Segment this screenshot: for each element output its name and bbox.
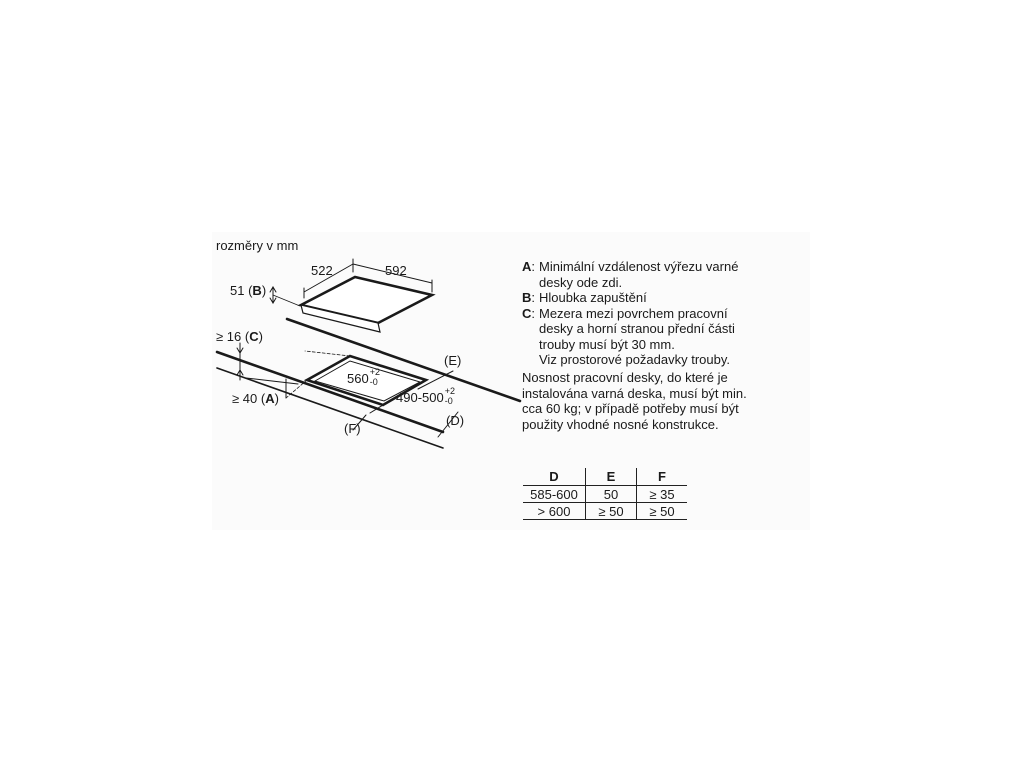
legend-item-a <box>522 259 822 290</box>
table-cell: > 600 <box>523 503 586 520</box>
dim-c-label: ≥ 16 (C) <box>216 329 263 344</box>
dim-a-value: 40 <box>242 391 258 406</box>
cutout-depth-tol-minus: -0 <box>444 396 453 406</box>
cutout-width-label <box>347 367 380 387</box>
label-f-text: F <box>348 421 357 436</box>
dim-c-value: 16 <box>226 329 242 344</box>
table-cell: 50 <box>586 486 637 503</box>
legend-text: desky ode zdi. <box>539 274 623 290</box>
table-cell: ≥ 50 <box>586 503 637 520</box>
label-f: (F) <box>344 421 361 436</box>
legend-key: B : <box>522 290 535 306</box>
cutout-width-tol-plus: +2 <box>369 367 380 377</box>
legend-key: A : <box>522 259 535 275</box>
load-capacity-note <box>522 370 747 432</box>
dim-b-key: B <box>252 283 262 298</box>
note-line: použity vhodné nosné konstrukce. <box>522 416 719 432</box>
legend-text: Minimální vzdálenost výřezu varné <box>539 259 739 274</box>
table-header-row <box>523 468 687 486</box>
table-cell: ≥ 35 <box>637 486 688 503</box>
table-header: D <box>523 468 586 486</box>
legend-item-c <box>522 306 822 368</box>
cutout-depth: 490-500 <box>396 390 444 405</box>
units-label: rozměry v mm <box>216 238 299 253</box>
note-line: instalována varná deska, musí být min. <box>522 385 747 401</box>
legend-text: desky a horní stranou přední části <box>539 321 735 336</box>
dim-a-label: ≥ 40 (A) <box>232 391 279 406</box>
table-cell: 585-600 <box>523 486 586 503</box>
dim-c-key: C <box>249 329 259 344</box>
legend-text: Hloubka zapuštění <box>539 290 647 305</box>
label-d-text: D <box>450 413 460 428</box>
cutout-depth-label <box>396 386 455 406</box>
legend-key: C : <box>522 306 535 322</box>
legend-text: Viz prostorové požadavky trouby. <box>539 352 731 367</box>
legend-text: trouby musí být 30 mm. <box>539 336 675 352</box>
dim-a-key: A <box>265 391 275 406</box>
label-e-text: E <box>448 353 458 368</box>
width-dimension: 592 <box>385 263 407 278</box>
ge-symbol-c: ≥ <box>216 329 224 344</box>
table-header: E <box>586 468 637 486</box>
dim-b-label: 51 (B) <box>230 283 267 298</box>
table-row <box>523 486 687 503</box>
dim-b-value: 51 <box>230 283 245 298</box>
note-line: cca 60 kg; v případě potřeby musí být <box>522 401 739 416</box>
cutout-depth-tol-plus: +2 <box>444 386 455 396</box>
legend-text: Mezera mezi povrchem pracovní <box>539 305 728 321</box>
ge-symbol-a: ≥ <box>232 391 240 406</box>
legend <box>522 259 822 368</box>
label-d: (D) <box>446 413 465 428</box>
table-cell: ≥ 50 <box>637 503 688 520</box>
cutout-width: 560 <box>347 371 369 386</box>
note-line: Nosnost pracovní desky, do které je <box>522 370 728 385</box>
table-header: F <box>637 468 688 486</box>
table-row <box>523 503 687 520</box>
legend-item-b <box>522 290 822 306</box>
label-e: (E) <box>444 353 462 368</box>
cutout-width-tol-minus: -0 <box>369 377 378 387</box>
depth-dimension: 522 <box>311 263 333 278</box>
dimension-table <box>523 468 687 520</box>
